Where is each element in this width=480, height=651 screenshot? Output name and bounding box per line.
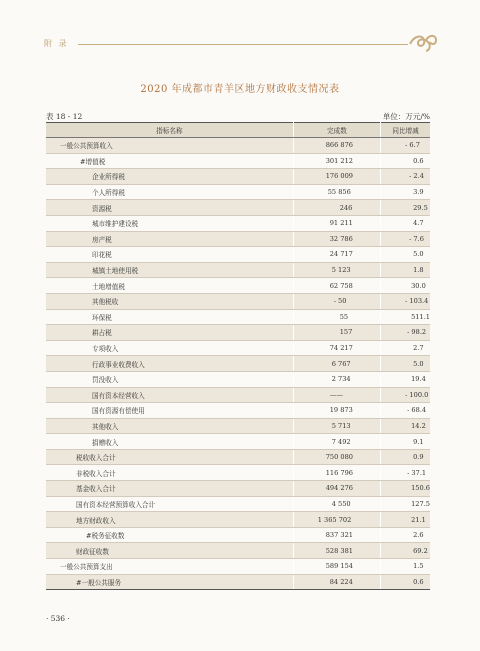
- row-change: 19.4: [411, 375, 426, 384]
- row-value-cell: [293, 231, 380, 247]
- table-number: 表 18 - 12: [46, 112, 83, 121]
- column-header-name: 指标名称: [46, 123, 293, 138]
- table-row: [46, 387, 430, 403]
- row-change: - 37.1: [407, 468, 427, 477]
- row-value: 32 786: [329, 234, 353, 243]
- row-change: 511.1: [411, 312, 430, 321]
- row-change-cell: [381, 247, 430, 263]
- row-value-cell: [293, 293, 380, 309]
- row-value-cell: [293, 356, 380, 372]
- row-change-cell: [381, 169, 430, 185]
- row-change-cell: [381, 496, 430, 512]
- row-change: 4.7: [413, 219, 424, 228]
- row-value-cell: [293, 481, 380, 497]
- row-name: 国有资源有偿使用: [46, 403, 293, 419]
- row-value-cell: [293, 387, 380, 403]
- table-row: [46, 574, 430, 590]
- row-value: 589 154: [325, 562, 353, 571]
- row-value-cell: [293, 200, 380, 216]
- row-value-cell: [293, 496, 380, 512]
- row-change-cell: [381, 138, 430, 154]
- row-change-cell: [381, 153, 430, 169]
- row-change-cell: [381, 512, 430, 528]
- row-value-cell: [293, 184, 380, 200]
- row-value: 74 217: [329, 344, 353, 353]
- row-name: 耕占税: [46, 325, 293, 341]
- row-value: 116 796: [325, 468, 353, 477]
- row-value: 2 734: [331, 375, 351, 384]
- row-change: 0.9: [413, 453, 424, 462]
- row-name: #税务征收数: [46, 527, 293, 543]
- row-change-cell: [381, 434, 430, 450]
- row-change: 30.0: [411, 281, 426, 290]
- table-row: [46, 231, 430, 247]
- page-number: · 536 ·: [46, 614, 70, 623]
- row-change: - 7.6: [409, 234, 424, 243]
- row-change: 9.1: [413, 437, 424, 446]
- finance-table: [46, 122, 430, 590]
- table-row: [46, 138, 430, 154]
- row-change-cell: [381, 215, 430, 231]
- row-change-cell: [381, 574, 430, 590]
- row-value: 55 856: [327, 188, 351, 197]
- row-name: 国有资本经营收入: [46, 387, 293, 403]
- table-row: [46, 418, 430, 434]
- row-change: 150.6: [411, 484, 430, 493]
- table-row: [46, 293, 430, 309]
- row-name: 财政征收数: [46, 543, 293, 559]
- row-name: 个人所得税: [46, 184, 293, 200]
- row-value: 55: [339, 312, 349, 321]
- row-change: 3.9: [413, 188, 424, 197]
- row-name: 企业所得税: [46, 169, 293, 185]
- row-value-cell: [293, 325, 380, 341]
- row-value-cell: [293, 559, 380, 575]
- row-value-cell: [293, 574, 380, 590]
- row-value-cell: [293, 340, 380, 356]
- page-title: 2020 年成都市青羊区地方财政收支情况表: [140, 84, 340, 95]
- column-header-value: 完成数: [293, 123, 380, 138]
- table-row: [46, 200, 430, 216]
- row-value: 84 224: [329, 577, 353, 586]
- row-change-cell: [381, 325, 430, 341]
- row-change: 127.5: [411, 499, 430, 508]
- table-row: [46, 169, 430, 185]
- table-row: [46, 184, 430, 200]
- row-value: 301 212: [325, 156, 353, 165]
- row-change-cell: [381, 371, 430, 387]
- column-header-change: 同比增减: [381, 123, 430, 138]
- header-divider: [78, 44, 408, 45]
- row-name: 环保税: [46, 309, 293, 325]
- row-change-cell: [381, 527, 430, 543]
- row-change-cell: [381, 449, 430, 465]
- row-change: - 100.0: [405, 390, 429, 399]
- row-value: 750 080: [325, 453, 353, 462]
- table-row: [46, 262, 430, 278]
- table-row: [46, 527, 430, 543]
- row-name: #增值税: [46, 153, 293, 169]
- row-name: 其他税收: [46, 293, 293, 309]
- row-value-cell: [293, 247, 380, 263]
- row-change-cell: [381, 465, 430, 481]
- row-change: 2.6: [413, 531, 424, 540]
- table-row: [46, 434, 430, 450]
- row-change: 29.5: [413, 203, 428, 212]
- row-value: 4 550: [331, 499, 351, 508]
- table-row: [46, 449, 430, 465]
- row-value: 6 767: [331, 359, 351, 368]
- row-value: 246: [339, 203, 353, 212]
- table-row: [46, 559, 430, 575]
- table-row: [46, 278, 430, 294]
- row-change: - 6.7: [405, 141, 420, 150]
- row-change: - 68.4: [407, 406, 427, 415]
- table-row: [46, 512, 430, 528]
- row-change-cell: [381, 340, 430, 356]
- row-change: 5.0: [413, 250, 424, 259]
- row-name: 资源税: [46, 200, 293, 216]
- row-value: 5 123: [331, 266, 351, 275]
- row-value: 176 009: [325, 172, 353, 181]
- row-value-cell: [293, 215, 380, 231]
- row-change-cell: [381, 231, 430, 247]
- row-change: 1.5: [413, 562, 424, 571]
- row-value: 62 758: [329, 281, 353, 290]
- row-value-cell: [293, 449, 380, 465]
- row-change-cell: [381, 262, 430, 278]
- row-value-cell: [293, 465, 380, 481]
- row-value: 1 365 702: [317, 515, 352, 524]
- row-change: 0.6: [413, 577, 424, 586]
- row-value: 7 492: [331, 437, 351, 446]
- row-value: ——: [329, 390, 343, 399]
- row-value: 19 873: [329, 406, 353, 415]
- table-row: [46, 309, 430, 325]
- row-change-cell: [381, 481, 430, 497]
- row-value-cell: [293, 434, 380, 450]
- row-value-cell: [293, 262, 380, 278]
- row-value-cell: [293, 309, 380, 325]
- row-change-cell: [381, 559, 430, 575]
- row-change: - 98.2: [407, 328, 427, 337]
- row-change-cell: [381, 418, 430, 434]
- row-value: 24 717: [329, 250, 353, 259]
- table-row: [46, 496, 430, 512]
- row-value-cell: [293, 543, 380, 559]
- row-value: - 50: [333, 297, 347, 306]
- table-row: [46, 403, 430, 419]
- row-name: 捐赠收入: [46, 434, 293, 450]
- row-change: 0.6: [413, 156, 424, 165]
- row-change-cell: [381, 293, 430, 309]
- row-name: 行政事业收费收入: [46, 356, 293, 372]
- row-change: - 2.4: [409, 172, 424, 181]
- row-change: 5.0: [413, 359, 424, 368]
- row-value: 837 321: [325, 531, 353, 540]
- row-value-cell: [293, 278, 380, 294]
- table-row: [46, 215, 430, 231]
- row-value: 528 381: [325, 546, 353, 555]
- row-change-cell: [381, 278, 430, 294]
- table-header-row: [46, 123, 430, 138]
- row-value-cell: [293, 527, 380, 543]
- row-name: 城镇土地使用税: [46, 262, 293, 278]
- row-change: - 103.4: [405, 297, 429, 306]
- row-value-cell: [293, 153, 380, 169]
- row-name: 非税收入合计: [46, 465, 293, 481]
- row-name: #一般公共服务: [46, 574, 293, 590]
- row-change-cell: [381, 309, 430, 325]
- row-change: 2.7: [413, 344, 424, 353]
- row-value-cell: [293, 403, 380, 419]
- row-name: 房产税: [46, 231, 293, 247]
- row-name: 地方财政收入: [46, 512, 293, 528]
- table-row: [46, 340, 430, 356]
- table-row: [46, 371, 430, 387]
- row-value: 866 876: [325, 141, 353, 150]
- row-name: 土地增值税: [46, 278, 293, 294]
- unit-label: 单位：万元/%: [382, 112, 430, 121]
- table-row: [46, 465, 430, 481]
- row-change: 14.2: [411, 421, 426, 430]
- row-change: 21.1: [411, 515, 426, 524]
- table-row: [46, 543, 430, 559]
- ornament-icon: [406, 30, 440, 54]
- row-change-cell: [381, 200, 430, 216]
- table-row: [46, 325, 430, 341]
- table-row: [46, 356, 430, 372]
- table-body: [46, 138, 430, 590]
- row-name: 印花税: [46, 247, 293, 263]
- row-change: 1.8: [413, 266, 424, 275]
- row-name: 专项收入: [46, 340, 293, 356]
- row-name: 一般公共预算支出: [46, 559, 293, 575]
- row-value-cell: [293, 512, 380, 528]
- row-name: 一般公共预算收入: [46, 138, 293, 154]
- row-change-cell: [381, 403, 430, 419]
- row-change-cell: [381, 543, 430, 559]
- row-value: 5 713: [331, 421, 351, 430]
- section-label: 附 录: [44, 39, 69, 48]
- row-name: 城市维护建设税: [46, 215, 293, 231]
- table-row: [46, 247, 430, 263]
- row-value-cell: [293, 371, 380, 387]
- row-value: 494 276: [325, 484, 353, 493]
- table-row: [46, 153, 430, 169]
- row-name: 其他收入: [46, 418, 293, 434]
- row-change-cell: [381, 387, 430, 403]
- row-value: 91 211: [329, 219, 353, 228]
- row-name: 国有资本经营预算收入合计: [46, 496, 293, 512]
- row-change-cell: [381, 184, 430, 200]
- row-change: 69.2: [413, 546, 428, 555]
- row-value-cell: [293, 138, 380, 154]
- row-value-cell: [293, 169, 380, 185]
- row-value: 157: [339, 328, 353, 337]
- row-name: 税收收入合计: [46, 449, 293, 465]
- row-name: 基金收入合计: [46, 481, 293, 497]
- row-value-cell: [293, 418, 380, 434]
- table-row: [46, 481, 430, 497]
- row-change-cell: [381, 356, 430, 372]
- row-name: 罚没收入: [46, 371, 293, 387]
